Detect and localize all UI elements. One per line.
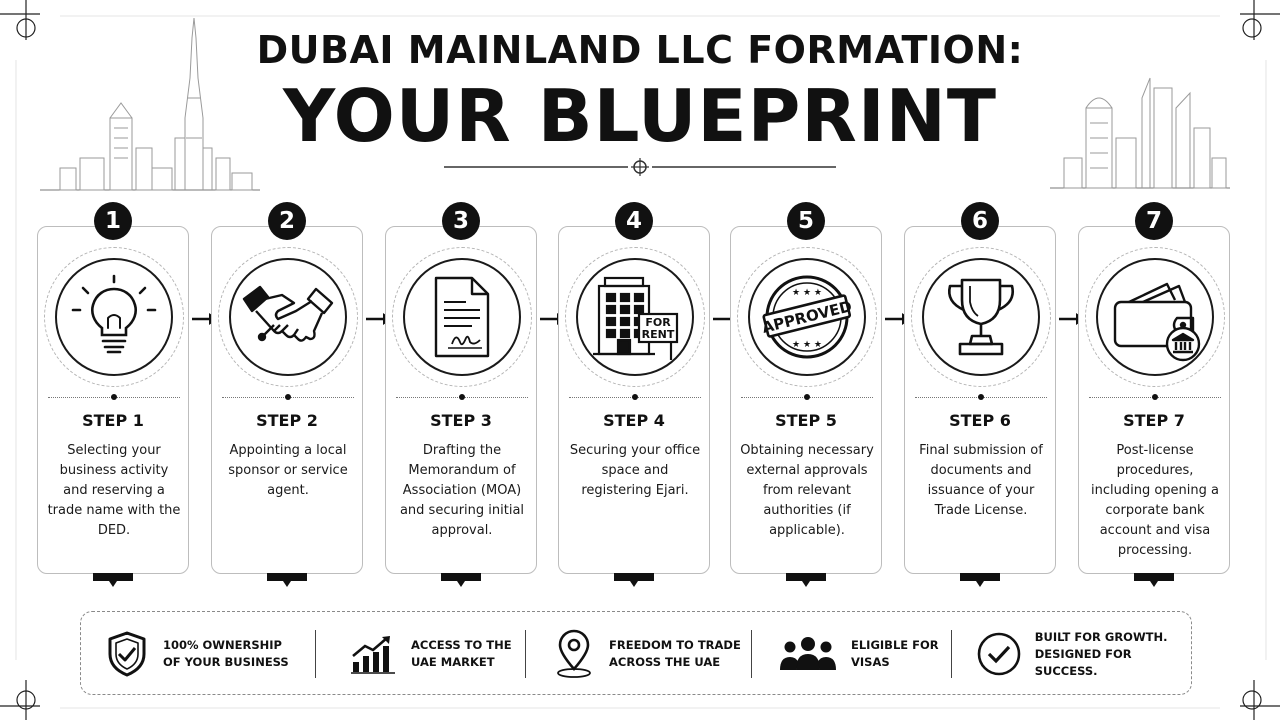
card-tab (1134, 572, 1174, 586)
divider-dot (1152, 394, 1158, 400)
step-label: STEP 5 (775, 411, 837, 430)
step-card-1 (37, 226, 189, 574)
lightbulb-icon (55, 258, 173, 376)
signed-document-icon (403, 258, 521, 376)
approved-stamp-text: APPROVED (760, 297, 854, 337)
card-tab (267, 572, 307, 586)
step-card-5 (730, 226, 882, 574)
icon-ring (218, 247, 358, 387)
benefit-separator (525, 630, 526, 678)
step-description: Obtaining necessary external approvals from relevant authorities (if applicable). (740, 443, 874, 538)
benefit-item-2 (347, 612, 512, 696)
card-tab (960, 572, 1000, 586)
for-rent-sign-line2: RENT (641, 328, 675, 341)
step-card-6 (904, 226, 1056, 574)
benefit-text: ELIGIBLE FOR VISAS (851, 638, 939, 669)
step-description: Selecting your business activity and reserving a trade name with the DED. (47, 443, 181, 538)
for-rent-sign-line1: FOR (645, 316, 671, 329)
card-tab (786, 572, 826, 586)
benefit-item-5 (975, 612, 1191, 696)
office-for-rent-icon (576, 258, 694, 376)
check-circle-icon (975, 631, 1023, 677)
step-label: STEP 4 (603, 411, 665, 430)
svg-text:★ ★ ★: ★ ★ ★ (792, 340, 822, 350)
card-tab (441, 572, 481, 586)
step-card-3 (385, 226, 537, 574)
step-number-badge: 3 (442, 202, 480, 240)
page-title-line1: DUBAI MAINLAND LLC FORMATION: (256, 28, 1024, 72)
benefit-text: FREEDOM TO TRADE ACROSS THE UAE (609, 638, 741, 669)
icon-ring (44, 247, 184, 387)
location-pin-icon (551, 629, 597, 679)
icon-ring (737, 247, 877, 387)
step-label: STEP 2 (256, 411, 318, 430)
divider-dot (111, 394, 117, 400)
step-card-4 (558, 226, 710, 574)
step-card-2 (211, 226, 363, 574)
growth-chart-icon (347, 634, 399, 674)
card-tab (93, 572, 133, 586)
step-number-badge: 2 (268, 202, 306, 240)
card-tab (614, 572, 654, 586)
step-number-badge: 6 (961, 202, 999, 240)
divider-dot (632, 394, 638, 400)
benefit-item-1 (103, 612, 289, 696)
divider-dot (459, 394, 465, 400)
benefit-separator (951, 630, 952, 678)
icon-ring (1085, 247, 1225, 387)
benefit-text: 100% OWNERSHIP OF YOUR BUSINESS (163, 638, 289, 669)
icon-ring (911, 247, 1051, 387)
step-description: Appointing a local sponsor or service agent. (228, 443, 348, 498)
shield-check-icon (103, 630, 151, 678)
step-number-badge: 5 (787, 202, 825, 240)
step-description: Final submission of documents and issuance of your Trade License. (919, 443, 1043, 518)
step-number-badge: 7 (1135, 202, 1173, 240)
step-label: STEP 6 (949, 411, 1011, 430)
divider-dot (978, 394, 984, 400)
benefits-bar (80, 611, 1192, 695)
trophy-icon (922, 258, 1040, 376)
benefit-separator (751, 630, 752, 678)
icon-ring (392, 247, 532, 387)
svg-text:★ ★ ★: ★ ★ ★ (792, 288, 822, 298)
benefit-item-3 (551, 612, 741, 696)
step-card-7 (1078, 226, 1230, 574)
people-group-icon (777, 634, 839, 674)
step-label: STEP 7 (1123, 411, 1185, 430)
benefit-text: BUILT FOR GROWTH. DESIGNED FOR SUCCESS. (1034, 629, 1168, 678)
step-description: Securing your office space and registering Ejari. (569, 443, 701, 498)
benefit-separator (315, 630, 316, 678)
step-number-badge: 4 (615, 202, 653, 240)
handshake-icon (229, 258, 347, 376)
step-description: Post-license procedures, including opening a corporate bank account and visa processing. (1091, 443, 1219, 558)
step-number-badge: 1 (94, 202, 132, 240)
page-title-line2: YOUR BLUEPRINT (283, 74, 997, 158)
divider-dot (804, 394, 810, 400)
benefit-text: ACCESS TO THE UAE MARKET (411, 638, 512, 669)
wallet-bank-icon (1096, 258, 1214, 376)
icon-ring (565, 247, 705, 387)
step-label: STEP 1 (82, 411, 144, 430)
benefit-item-4 (777, 612, 939, 696)
divider-dot (285, 394, 291, 400)
step-description: Drafting the Memorandum of Association (MOA) and securing initial approval. (399, 443, 525, 538)
approved-stamp-icon (748, 258, 866, 376)
step-label: STEP 3 (430, 411, 492, 430)
title-divider (440, 157, 840, 177)
